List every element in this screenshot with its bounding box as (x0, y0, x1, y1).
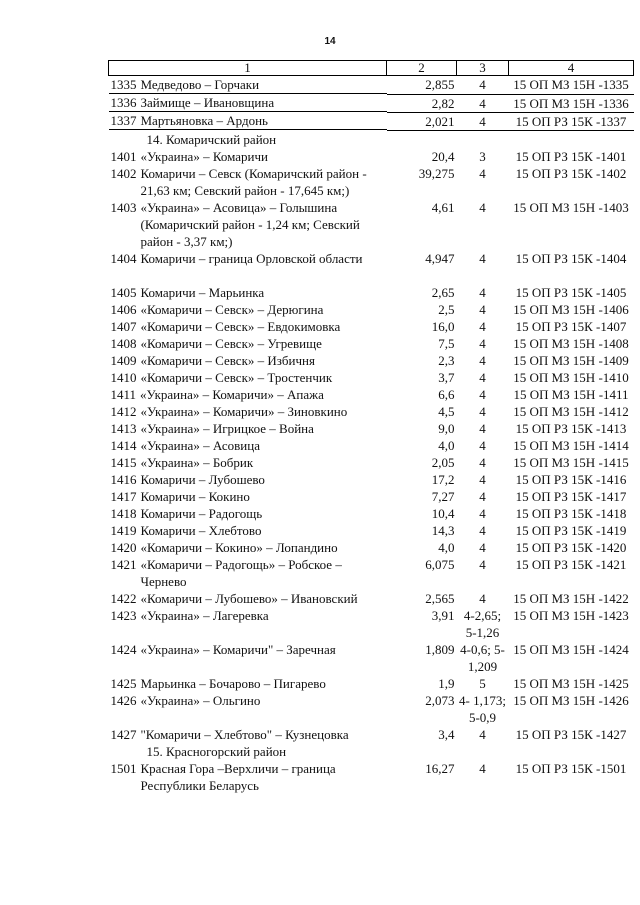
road-length: 6,6 (438, 386, 455, 402)
road-name-cell (109, 284, 387, 301)
road-code: 15 ОП МЗ 15Н -1408 (513, 335, 629, 351)
table-row (109, 420, 634, 437)
road-length: 2,021 (387, 112, 457, 130)
road-name-cell (109, 726, 387, 743)
table-row (109, 471, 634, 488)
section-title: 15. Красногорский район (146, 743, 287, 759)
road-category: 4 (479, 471, 486, 487)
table-row (109, 641, 634, 675)
road-category: 4 (479, 250, 486, 266)
road-name: «Комаричи – Севск» – Дерюгина (140, 301, 324, 317)
table-row (109, 454, 634, 471)
road-category: 4 (479, 437, 486, 453)
road-category: 4 (479, 420, 486, 436)
section-title: 14. Комаричский район (146, 131, 277, 147)
road-name: Комаричи – Севск (Комаричский район - 21,63 км; Севский район - 17,645 км;) (140, 165, 367, 198)
road-number: 1423 (110, 607, 137, 623)
road-category: 4 (479, 386, 486, 402)
road-length: 16,27 (425, 760, 455, 776)
road-category: 4 (479, 522, 486, 538)
road-name-cell (109, 760, 387, 794)
road-name: «Украина» – Комаричи» – Апажа (140, 386, 324, 402)
road-name-cell (109, 112, 387, 130)
road-length: 3,7 (438, 369, 455, 385)
road-code: 15 ОП РЗ 15К -1420 (515, 539, 627, 555)
table-row (109, 284, 634, 301)
road-number: 1336 (110, 95, 137, 110)
road-name: Мартьяновка – Ардонь (140, 113, 268, 128)
road-name-cell (109, 454, 387, 471)
road-name-cell (109, 76, 387, 94)
road-number: 1419 (110, 522, 137, 538)
road-number: 1425 (110, 675, 137, 691)
road-number: 1415 (110, 454, 137, 470)
table-row (109, 301, 634, 318)
road-length: 14,3 (431, 522, 455, 538)
road-name: «Украина» – Бобрик (140, 454, 254, 470)
road-name: «Украина» – Лагеревка (140, 607, 269, 623)
road-length: 6,075 (425, 556, 455, 572)
page-number: 14 (324, 36, 336, 47)
road-name: Медведово – Горчаки (140, 77, 260, 92)
road-category: 4 (479, 505, 486, 521)
road-code: 15 ОП РЗ 15К -1421 (515, 556, 627, 572)
road-category: 3 (479, 148, 486, 164)
road-category: 4 (479, 590, 486, 606)
road-name: «Комаричи – Севск» – Угревище (140, 335, 322, 351)
road-length: 16,0 (431, 318, 455, 334)
road-code: 15 ОП РЗ 15К -1419 (515, 522, 627, 538)
road-code: 15 ОП МЗ 15Н -1406 (513, 301, 629, 317)
road-code: 15 ОП МЗ 15Н -1335 (509, 76, 634, 95)
table-row (109, 335, 634, 352)
road-name-cell (109, 199, 387, 250)
road-number: 1412 (110, 403, 137, 419)
road-length: 7,27 (431, 488, 455, 504)
table-row (109, 488, 634, 505)
road-length: 4,5 (438, 403, 455, 419)
section-row (109, 743, 634, 760)
road-length: 2,65 (431, 284, 455, 300)
road-name: Комаричи – Хлебтово (140, 522, 262, 538)
road-category: 4 (479, 760, 486, 776)
table-row (109, 505, 634, 522)
road-number: 1411 (110, 386, 137, 402)
road-code: 15 ОП РЗ 15К -1402 (515, 165, 627, 181)
road-name-cell (109, 148, 387, 165)
road-length: 4,0 (438, 539, 455, 555)
section-row (109, 130, 634, 148)
road-code: 15 ОП МЗ 15Н -1410 (513, 369, 629, 385)
table-row (109, 112, 634, 130)
road-length: 2,5 (438, 301, 455, 317)
road-code: 15 ОП РЗ 15К -1417 (515, 488, 627, 504)
road-name-cell (109, 318, 387, 335)
road-code: 15 ОП РЗ 15К -1501 (515, 760, 627, 776)
road-length: 3,91 (431, 607, 455, 623)
road-name: Комаричи – Радогощь (140, 505, 263, 521)
road-length: 2,855 (387, 76, 457, 95)
road-number: 1407 (110, 318, 137, 334)
road-category: 4 (457, 76, 509, 95)
road-length: 10,4 (431, 505, 455, 521)
table-header (109, 61, 634, 76)
table-row (109, 607, 634, 641)
table-row (109, 352, 634, 369)
road-length: 2,05 (431, 454, 455, 470)
table-row (109, 165, 634, 199)
table-row (109, 250, 634, 267)
road-number: 1401 (110, 148, 137, 164)
road-number: 1410 (110, 369, 137, 385)
table-row (109, 692, 634, 726)
road-category: 4 (479, 352, 486, 368)
road-code: 15 ОП МЗ 15Н -1403 (513, 199, 629, 215)
road-name-cell (109, 505, 387, 522)
road-number: 1405 (110, 284, 137, 300)
table-row (109, 148, 634, 165)
table-row (109, 403, 634, 420)
road-name: Комаричи – Кокино (140, 488, 250, 504)
road-name-cell (109, 386, 387, 403)
road-category: 4 (479, 335, 486, 351)
road-category: 4 (479, 318, 486, 334)
road-name-cell (109, 301, 387, 318)
road-length: 9,0 (438, 420, 455, 436)
road-number: 1427 (110, 726, 137, 742)
road-number: 1406 (110, 301, 137, 317)
table-row (109, 522, 634, 539)
road-name: «Украина» – Комаричи (140, 148, 268, 164)
road-code: 15 ОП МЗ 15Н -1423 (513, 607, 629, 623)
road-code: 15 ОП МЗ 15Н -1425 (513, 675, 629, 691)
road-code: 15 ОП РЗ 15К -1401 (515, 148, 627, 164)
road-category: 4 (479, 454, 486, 470)
road-name: «Комаричи – Севск» – Евдокимовка (140, 318, 341, 334)
road-number: 1418 (110, 505, 137, 521)
road-category: 4- 1,173; 5-0,9 (459, 692, 506, 725)
road-code: 15 ОП МЗ 15Н -1409 (513, 352, 629, 368)
road-number: 1424 (110, 641, 137, 657)
road-name: Займище – Ивановщина (140, 95, 275, 110)
road-length: 1,809 (425, 641, 455, 657)
header-col-3: 3 (457, 61, 509, 76)
road-code: 15 ОП МЗ 15Н -1412 (513, 403, 629, 419)
road-name: "Комаричи – Хлебтово" – Кузнецовка (140, 726, 349, 742)
table-row (109, 318, 634, 335)
road-number: 1408 (110, 335, 137, 351)
road-length: 7,5 (438, 335, 455, 351)
road-category: 4-2,65; 5-1,26 (463, 607, 502, 640)
table-row (109, 199, 634, 250)
road-name: «Украина» – Асовица (140, 437, 260, 453)
road-name: «Комаричи – Кокино» – Лопандино (140, 539, 338, 555)
road-length: 3,4 (438, 726, 455, 742)
road-length: 20,4 (431, 148, 455, 164)
road-number: 1417 (110, 488, 137, 504)
spacer-row (109, 267, 634, 284)
road-length: 2,073 (425, 692, 455, 708)
road-name: «Украина» – Комаричи" – Заречная (140, 641, 336, 657)
road-length: 1,9 (438, 675, 455, 691)
road-name: «Украина» – Ольгино (140, 692, 261, 708)
road-name: Комаричи – Лубошево (140, 471, 265, 487)
road-length: 4,61 (431, 199, 455, 215)
road-name: «Комаричи – Севск» – Избичня (140, 352, 315, 368)
road-length: 17,2 (431, 471, 455, 487)
road-category: 4 (479, 199, 486, 215)
road-name-cell (109, 471, 387, 488)
road-category: 4 (479, 369, 486, 385)
road-category: 4 (479, 403, 486, 419)
road-number: 1421 (110, 556, 137, 572)
table-row (109, 94, 634, 112)
road-name-cell (109, 675, 387, 692)
road-length: 39,275 (418, 165, 455, 181)
road-category: 4 (457, 112, 509, 130)
road-category: 4 (479, 539, 486, 555)
header-col-4: 4 (509, 61, 634, 76)
road-length: 4,947 (425, 250, 455, 266)
road-number: 1335 (110, 77, 137, 92)
road-number: 1404 (110, 250, 137, 266)
road-number: 1426 (110, 692, 137, 708)
road-code: 15 ОП МЗ 15Н -1415 (513, 454, 629, 470)
road-number: 1420 (110, 539, 137, 555)
road-number: 1414 (110, 437, 137, 453)
table-row (109, 556, 634, 590)
road-category: 4 (479, 301, 486, 317)
road-name-cell (109, 250, 387, 267)
road-length: 4,0 (438, 437, 455, 453)
road-code: 15 ОП РЗ 15К -1404 (515, 250, 627, 266)
road-name: «Украина» – Асовица» – Голышина (Комаричский район - 1,24 км; Севский район - 3,37 км;) (140, 199, 360, 249)
road-number: 1402 (110, 165, 137, 181)
spacer-cell (109, 267, 634, 284)
table-row (109, 675, 634, 692)
road-code: 15 ОП МЗ 15Н -1336 (509, 94, 634, 112)
road-name: «Комаричи – Радогощь» – Робское – Чернево (140, 556, 342, 589)
road-name: «Комаричи – Севск» – Тростенчик (140, 369, 333, 385)
road-name-cell (109, 607, 387, 624)
table-row (109, 76, 634, 95)
road-name-cell (109, 692, 387, 709)
road-number: 1422 (110, 590, 137, 606)
road-number: 1409 (110, 352, 137, 368)
road-category: 4 (479, 556, 486, 572)
road-code: 15 ОП РЗ 15К -1413 (515, 420, 627, 436)
road-code: 15 ОП РЗ 15К -1416 (515, 471, 627, 487)
road-category: 4 (479, 488, 486, 504)
table-row (109, 539, 634, 556)
road-code: 15 ОП МЗ 15Н -1414 (513, 437, 629, 453)
road-code: 15 ОП РЗ 15К -1337 (509, 112, 634, 130)
road-name-cell (109, 437, 387, 454)
road-name-cell (109, 403, 387, 420)
road-name: Комаричи – граница Орловской области (140, 250, 363, 266)
road-length: 2,3 (438, 352, 455, 368)
road-number: 1413 (110, 420, 137, 436)
road-name: Марьинка – Бочарово – Пигарево (140, 675, 326, 691)
road-code: 15 ОП МЗ 15Н -1422 (513, 590, 629, 606)
header-col-2: 2 (387, 61, 457, 76)
road-name: «Украина» – Игрицкое – Война (140, 420, 314, 436)
table-row (109, 590, 634, 607)
road-code: 15 ОП МЗ 15Н -1426 (513, 692, 629, 708)
road-name: Комаричи – Марьинка (140, 284, 265, 300)
road-number: 1416 (110, 471, 137, 487)
road-name-cell (109, 369, 387, 386)
road-code: 15 ОП МЗ 15Н -1424 (513, 641, 629, 657)
road-name-cell (109, 420, 387, 437)
road-code: 15 ОП РЗ 15К -1427 (515, 726, 627, 742)
road-name-cell (109, 94, 387, 112)
road-category: 5 (479, 675, 486, 691)
table-body (109, 76, 634, 794)
roads-table (108, 60, 634, 794)
road-name: «Комаричи – Лубошево» – Ивановский (140, 590, 358, 606)
road-code: 15 ОП МЗ 15Н -1411 (513, 386, 629, 402)
table-row (109, 760, 634, 794)
road-number: 1337 (110, 113, 137, 128)
road-name-cell (109, 352, 387, 369)
road-category: 4 (457, 94, 509, 112)
road-name: «Украина» – Комаричи» – Зиновкино (140, 403, 348, 419)
road-number: 1403 (110, 199, 137, 215)
road-category: 4 (479, 726, 486, 742)
table-row (109, 437, 634, 454)
table-row (109, 386, 634, 403)
road-name-cell (109, 165, 387, 199)
road-category: 4 (479, 165, 486, 181)
road-name-cell (109, 522, 387, 539)
table-row (109, 726, 634, 743)
road-name: Красная Гора –Верхличи – граница Республики Беларусь (140, 760, 336, 793)
header-col-1: 1 (109, 61, 387, 76)
road-length: 2,82 (387, 94, 457, 112)
road-name-cell (109, 488, 387, 505)
road-category: 4 (479, 284, 486, 300)
road-code: 15 ОП РЗ 15К -1407 (515, 318, 627, 334)
road-name-cell (109, 335, 387, 352)
road-name-cell (109, 641, 387, 658)
road-length: 2,565 (425, 590, 455, 606)
road-name-cell (109, 590, 387, 607)
table-row (109, 369, 634, 386)
road-name-cell (109, 556, 387, 590)
road-code: 15 ОП РЗ 15К -1418 (515, 505, 627, 521)
road-code: 15 ОП РЗ 15К -1405 (515, 284, 627, 300)
road-number: 1501 (110, 760, 137, 776)
road-name-cell (109, 539, 387, 556)
road-category: 4-0,6; 5-1,209 (460, 641, 505, 674)
